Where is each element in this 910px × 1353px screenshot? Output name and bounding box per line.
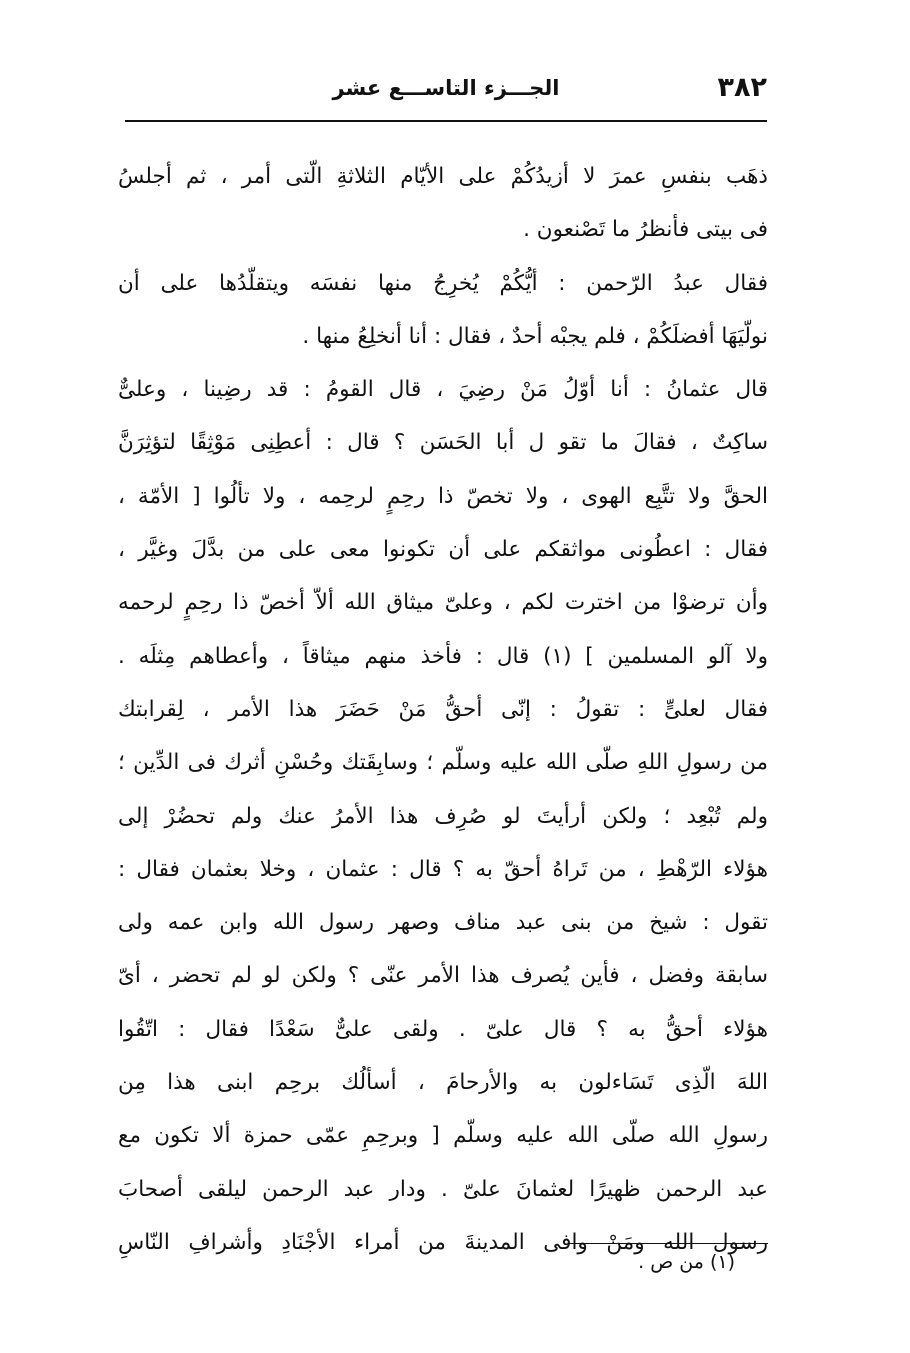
text-line: فقال : اعطُونى مواثقكم على أن تكونوا معى على من بدَّلَ وغيَّر ، — [118, 537, 768, 563]
text-line: اللهَ الّذِى تَسَاءلون به والأرحامَ ، أسألُك برحِم ابنى هذا مِن — [118, 1070, 768, 1096]
running-head-title: الجـــزء التاســـع عشر — [332, 76, 560, 100]
text-line: ولا آلو المسلمين ] (١) قال : فأخذ منهم ميثاقاً ، وأعطاهم مِثلَه . — [118, 643, 768, 669]
text-line: سابقة وفضل ، فأين يُصرف هذا الأمر عنّى ؟ ولكن لو لم تحضر ، أىّ — [118, 963, 768, 989]
text-line: وأن ترضوْا من اخترت لكم ، وعلىّ ميثاق الله ألاّ أخصّ ذا رحِمٍ لرحمه — [118, 590, 768, 616]
text-line: ساكِتٌ ، فقالَ ما تقو ل أبا الحَسَن ؟ قال : أعطِنِى مَوْثِقًا لتؤثِرَنَّ — [118, 430, 768, 456]
text-line: هؤلاء أحقُّ به ؟ قال علىّ . ولقى علىٌّ سَعْدًا فقال : اتّقُوا — [118, 1016, 768, 1042]
footnote-rule — [568, 1243, 768, 1244]
text-line: الحقَّ ولا تتَّبِع الهوى ، ولا تخصّ ذا رحِمٍ لرحِمه ، ولا تألُوا [ الأمّة ، — [118, 483, 768, 509]
text-line: فقال لعلىٍّ : تقولُ : إنّى أحقُّ مَنْ حَضَرَ هذا الأمر ، لِقرابتك — [118, 696, 768, 722]
text-line: فقال عبدُ الرّحمن : أيُّكُمْ يُخرِجُ منها نفسَه ويتقلّدُها على أن — [118, 270, 768, 296]
body-text — [118, 150, 768, 1269]
text-line: فى بيتى فأنظرُ ما تَصْنعون . — [523, 217, 768, 243]
text-line: رسول الله ومَنْ وافى المدينةَ من أمراء الأجْنَادِ وأشرافِ النّاسِ — [118, 1229, 768, 1255]
text-line: قال عثمانُ : أنا أوّلُ مَنْ رضِيَ ، قال القومُ : قد رضِينا ، وعلىٌّ — [118, 377, 768, 403]
page-number: ٣٨٢ — [717, 72, 767, 103]
header-rule — [125, 120, 767, 122]
footnote: (١) من ص . — [638, 1251, 735, 1273]
page-header — [125, 68, 767, 116]
text-line: ذهَب بنفسِ عمرَ لا أزيدُكُمْ على الأيّام الثلاثةِ الّتى أمر ، ثم أجلسُ — [118, 164, 768, 189]
text-line: من رسولِ اللهِ صلّى الله عليه وسلّم ؛ وسابِقَتك وحُسْنِ أثرك فى الدِّين ؛ — [118, 750, 768, 776]
text-line: نولّيَهَا أفضلَكُمْ ، فلم يجبْه أحدٌ ، فقال : أنا أنخلِعُ منها . — [302, 323, 768, 349]
text-line: رسولِ الله صلّى الله عليه وسلّم [ وبرحِمِ عمّى حمزة ألا تكون مع — [118, 1123, 768, 1149]
text-line: هؤلاء الرّهْطِ ، من تَراهُ أحقّ به ؟ قال : عثمان ، وخلا بعثمان فقال : — [118, 856, 768, 882]
text-line: ولم تُبْعِد ؛ ولكن أرأيتَ لو صُرِف هذا الأمرُ عنك ولم تحضُرْ إلى — [118, 803, 768, 829]
text-line: عبد الرحمن ظهيرًا لعثمانَ علىّ . ودار عبد الرحمن ليلقى أصحابَ — [118, 1176, 768, 1202]
text-line: تقول : شيخ من بنى عبد مناف وصهر رسول الله وابن عمه ولى — [118, 910, 768, 936]
